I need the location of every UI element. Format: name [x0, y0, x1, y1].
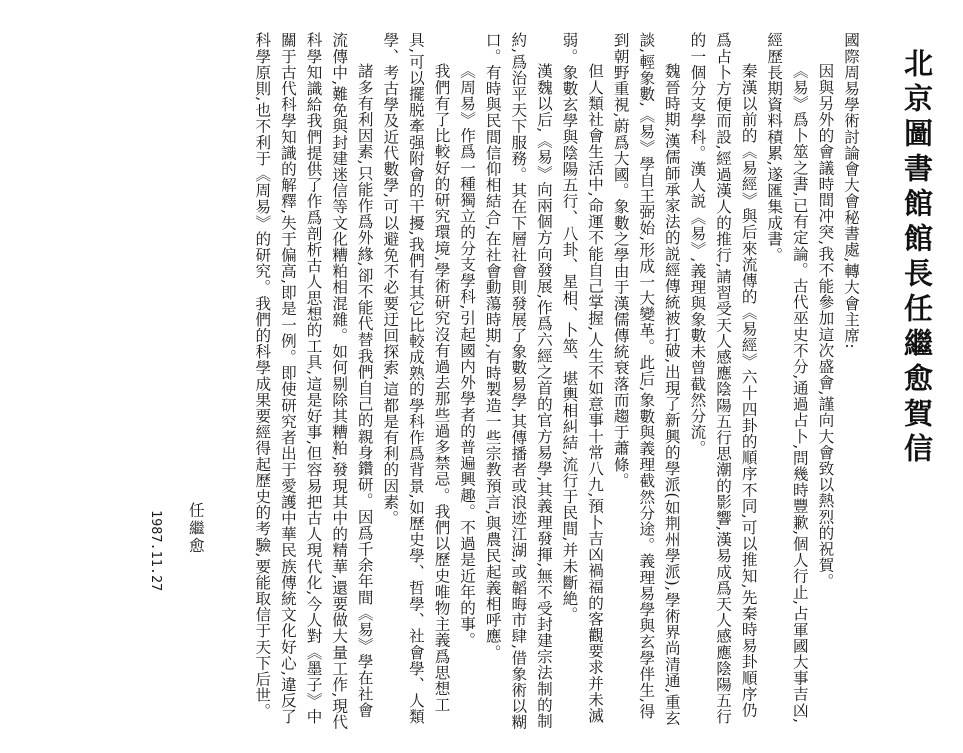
paragraph-two-directions: 漢魏以后,《易》向兩個方向發展,作爲六經之首的官方易學,其義理發揮,無不受封建宗法制的制約,爲治平天下服務。其在下層社會則發展了象數易學,其傳播者或浪迹江湖,或韜晦市肆,借象術以糊口。有時與民間信仰相結合,在社會動蕩時期,有時製造一些宗教預言,與農民起義相呼應。 — [483, 32, 553, 731]
signature: 任繼愈 — [186, 502, 205, 555]
letter-date: 1987.11.27 — [147, 510, 164, 592]
paragraph-folk-divination: 但人類社會生活中,命運不能自己掌握,人生不如意事十常八九,預卜吉凶禍福的客觀要求并未滅弱。象數玄學與陰陽五行、八卦、星相、卜筮、堪輿相糾結,流行于民間,并未斷絶。 — [560, 32, 605, 724]
paragraph-congratulation: 因與另外的會議時間冲突,我不能參加這次盛會,謹向大會致以熱烈的祝賀。 — [816, 63, 835, 590]
paragraph-research-environment: 我們有了比較好的研究環境,學術研究沒有過去那些過多禁忌。我們以歷史唯物主義爲思想工具,可以擺脱牽强附會的干擾,我們有其它比較成熟的學科作爲背景,如歷史學、哲學、社會學、人類學、考古學及近代數學,可以避免不必要迂回探索,這都是有利的因素。 — [381, 32, 451, 725]
letter-body — [249, 32, 863, 733]
letter-title: 北京圖書館館長任繼愈賀信 — [900, 48, 934, 468]
paragraph-wei-jin: 魏晉時期,漢儒師承家法的説經傳統被打破,出現了新興的學派(如荆州學派),學術界尚清通,重玄談,輕象數,《易》學自王弼始,形成一大變革。此后,象數與義理截然分途。義理易學與玄學伴生,得到朝野重視,蔚爲大國。象數之學由于漢儒傳統衰落而趨于蕭條。 — [611, 32, 681, 727]
paragraph-qin-han: 秦漢以前的《易經》與后來流傳的《易經》六十四卦的順序不同,可以推知,先秦時易卦順序仍爲占卜方便而設,經過漢人的推行,請習受天人感應陰陽五行思潮的影響,漢易成爲天人感應陰陽五行的一個分支學科。漢人説《易》,義理與象數未曾截然分流。 — [688, 32, 758, 725]
paragraph-divination-origin: 《易》爲卜筮之書,已有定論。古代巫史不分,通過占卜,問幾時豐歉,個人行止,占軍國大事吉凶,經歷長期資料積累,遂匯集成書。 — [765, 32, 809, 724]
paragraph-favorable-factors: 諸多有利因素,只能作爲外緣,卻不能代替我們自己的親身鑽研。因爲千余年間《易》學在社會流傳中,難免與封建迷信等文化糟粕相混雜。如何剔除其糟粕,發現其中的精華,還要做大量工作,現代科學知識給我們提供了作爲剖析古人思想的工具,這是好事,但容易把古人現代化,今人對《墨子》中關于古代科學知識的解釋,失于偏高,即是一例。即使研究者出于愛護中華民族傳統文化好心,違反了科學原則,也不利于《周易》的研究。我們的科學成果要經得起歷史的考驗,要能取信于天下后世。 — [253, 32, 374, 731]
salutation: 國際周易學術討論會大會秘書處,轉大會主席: — [842, 32, 860, 350]
paragraph-independent-discipline: 《周易》作爲一種獨立的分支學科,引起國内外學者的普遍興趣。不過是近年的事。 — [458, 63, 477, 649]
